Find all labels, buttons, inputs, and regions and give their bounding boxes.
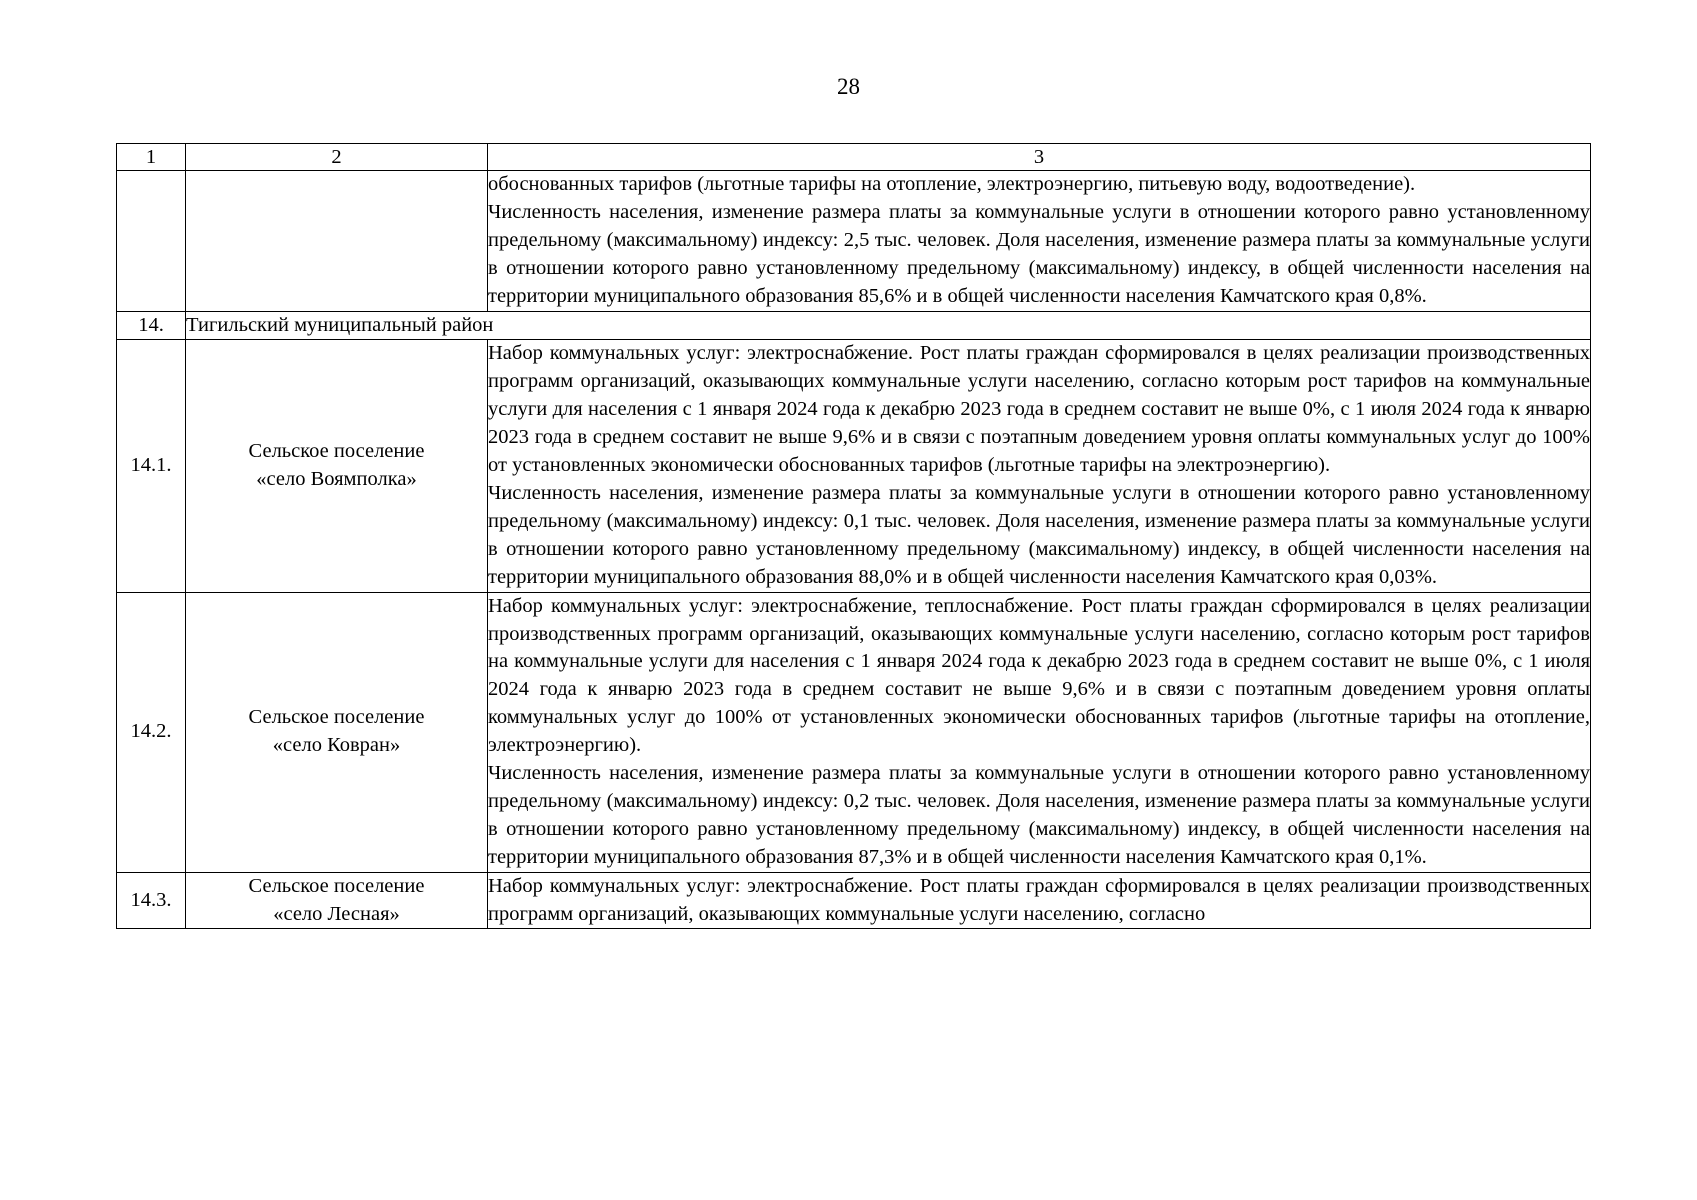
table-row xyxy=(117,340,1591,592)
description-paragraph: Набор коммунальных услуг: электроснабжение. Рост платы граждан сформировался в целях реализации производственных программ организаций, оказывающих коммунальные услуги населению, согласно xyxy=(488,874,1590,925)
row-number: 14.1. xyxy=(117,340,186,592)
description-paragraph: обоснованных тарифов (льготные тарифы на отопление, электроэнергию, питьевую воду, водоотведение). xyxy=(488,173,1416,195)
column-number-2: 2 xyxy=(186,144,488,171)
row-description xyxy=(488,340,1591,592)
column-number-3: 3 xyxy=(488,144,1591,171)
row-settlement-name xyxy=(186,592,488,872)
table-row-district xyxy=(117,311,1591,340)
row-settlement-name xyxy=(186,872,488,929)
row-settlement-name xyxy=(186,340,488,592)
row-number: 14.3. xyxy=(117,872,186,929)
table-row-continued xyxy=(117,171,1591,312)
settlement-name: «село Воямполка» xyxy=(256,468,417,491)
row-number xyxy=(117,171,186,312)
row-description xyxy=(488,872,1591,929)
district-number: 14. xyxy=(117,311,186,340)
page-number: 28 xyxy=(837,74,860,99)
description-paragraph: Численность населения, изменение размера платы за коммунальные услуги в отношении которого равно установленному предельному (максимальному) индексу: 0,2 тыс. человек. Доля населения, изменение размера платы за коммунальные услуги в отношении которого равно установленному предельному (максимальному) индексу, в общей численности населения на территории муниципального образования 87,3% и в общей численности населения Камчатского края 0,1%. xyxy=(488,762,1590,868)
tariff-table xyxy=(116,143,1591,929)
settlement-type: Сельское поселение xyxy=(248,706,425,729)
row-description xyxy=(488,171,1591,312)
description-paragraph: Численность населения, изменение размера платы за коммунальные услуги в отношении которого равно установленному предельному (максимальному) индексу: 2,5 тыс. человек. Доля населения, изменение размера платы за коммунальные услуги в отношении которого равно установленному предельному (максимальному) индексу, в общей численности населения на территории муниципального образования 85,6% и в общей численности населения Камчатского края 0,8%. xyxy=(488,200,1590,307)
description-paragraph: Численность населения, изменение размера платы за коммунальные услуги в отношении которого равно установленному предельному (максимальному) индексу: 0,1 тыс. человек. Доля населения, изменение размера платы за коммунальные услуги в отношении которого равно установленному предельному (максимальному) индексу, в общей численности населения на территории муниципального образования 88,0% и в общей численности населения Камчатского края 0,03%. xyxy=(488,481,1590,588)
settlement-type: Сельское поселение xyxy=(248,874,425,897)
district-name: Тигильский муниципальный район xyxy=(186,311,1591,340)
row-number: 14.2. xyxy=(117,592,186,872)
table-header-row xyxy=(117,144,1591,171)
row-settlement-name xyxy=(186,171,488,312)
description-paragraph: Набор коммунальных услуг: электроснабжение. Рост платы граждан сформировался в целях реализации производственных программ организаций, оказывающих коммунальные услуги населению, согласно которым рост тарифов на коммунальные услуги для населения с 1 января 2024 года к декабрю 2023 года в среднем составит не выше 0%, с 1 июля 2024 года к январю 2023 года в среднем составит не выше 9,6% и в связи с поэтапным доведением уровня оплаты коммунальных услуг до 100% от установленных экономически обоснованных тарифов (льготные тарифы на электроэнергию). xyxy=(488,342,1590,477)
settlement-name: «село Лесная» xyxy=(273,902,400,925)
column-number-1: 1 xyxy=(117,144,186,171)
settlement-name: «село Ковран» xyxy=(272,734,401,757)
table-row xyxy=(117,592,1591,872)
table-row xyxy=(117,872,1591,929)
row-description xyxy=(488,592,1591,872)
description-paragraph: Набор коммунальных услуг: электроснабжение, теплоснабжение. Рост платы граждан сформировался в целях реализации производственных программ организаций, оказывающих коммунальные услуги населению, согласно которым рост тарифов на коммунальные услуги для населения с 1 января 2024 года к декабрю 2023 года в среднем составит не выше 0%, с 1 июля 2024 года к январю 2023 года в среднем составит не выше 9,6% и в связи с поэтапным доведением уровня оплаты коммунальных услуг до 100% от установленных экономически обоснованных тарифов (льготные тарифы на отопление, электроэнергию). xyxy=(488,594,1590,757)
settlement-type: Сельское поселение xyxy=(248,440,425,463)
